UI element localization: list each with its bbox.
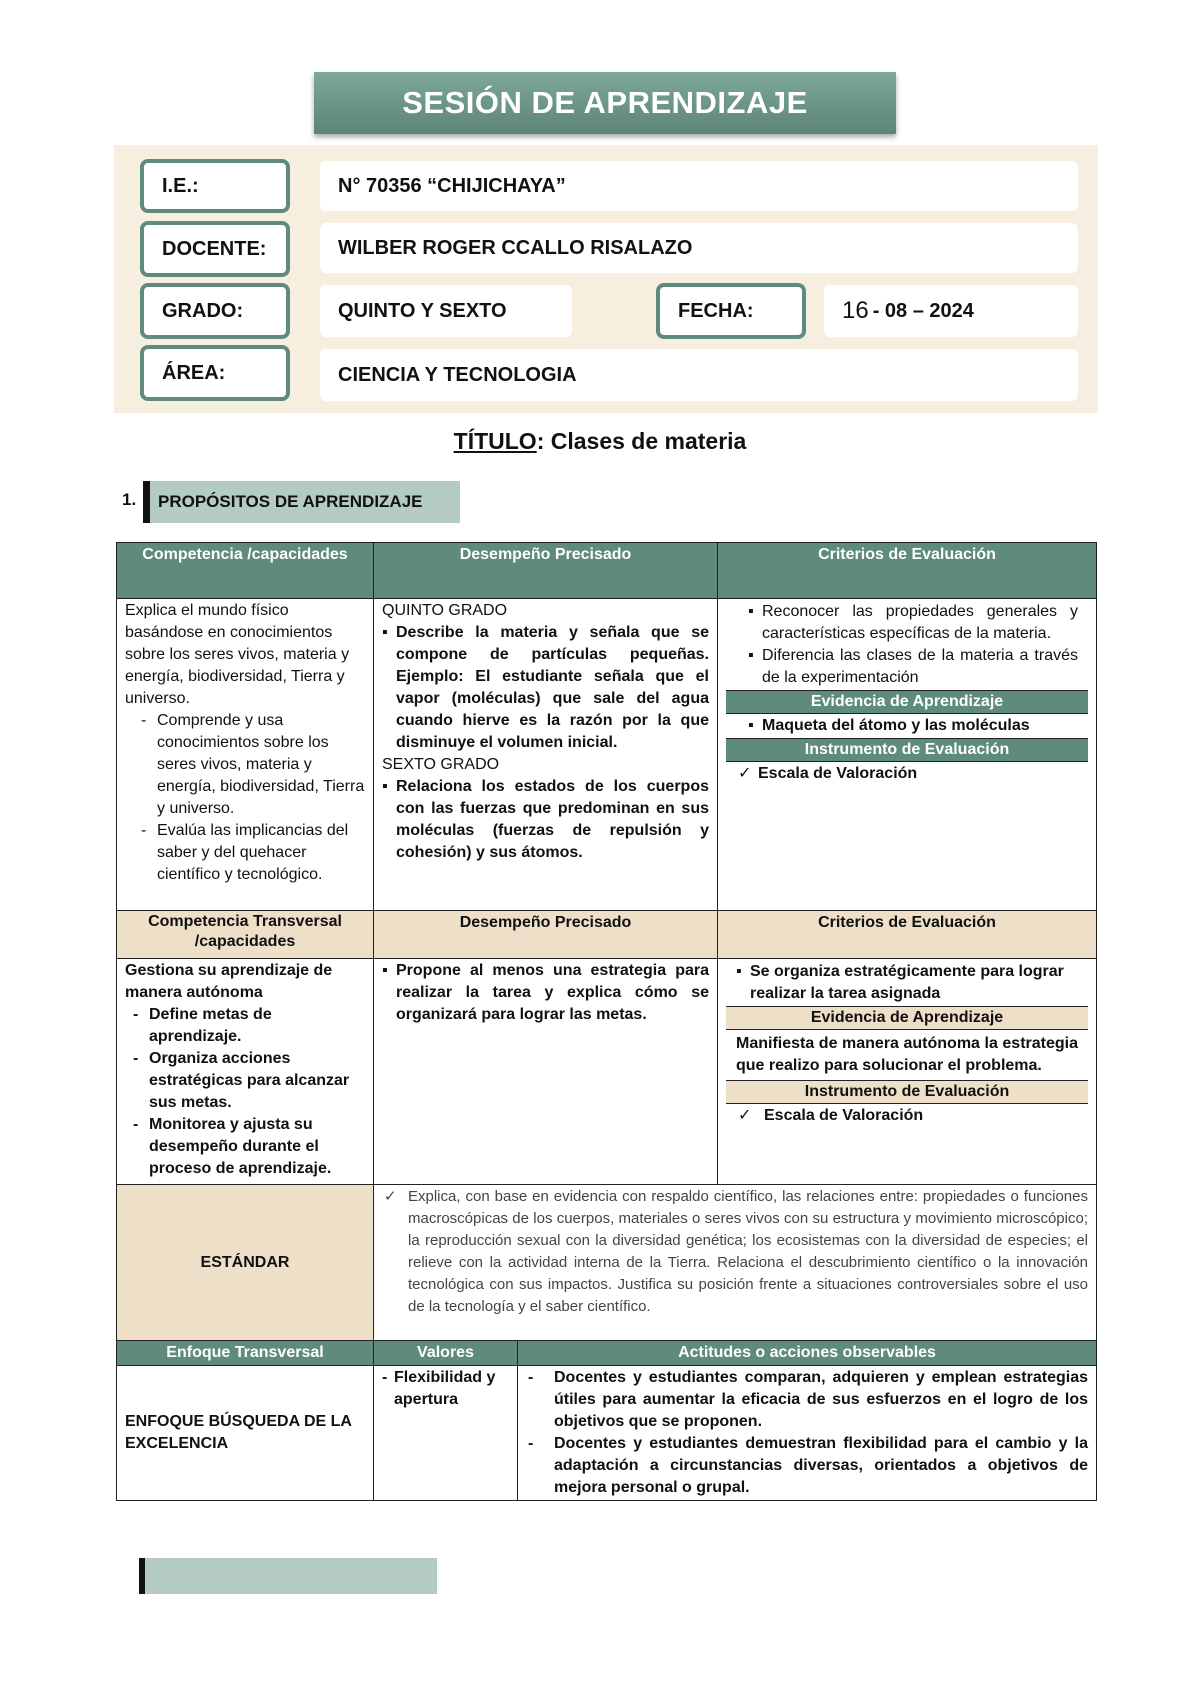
ie-label: I.E.: (140, 159, 290, 213)
instrumento-transversal-heading: Instrumento de Evaluación (726, 1080, 1088, 1104)
criterio-item: ▪ Diferencia las clases de la materia a través de la experimentación (748, 645, 1078, 689)
competencia-transversal-intro: Gestiona su aprendizaje de manera autónoma (125, 962, 333, 1001)
competencia-transversal-cell (117, 959, 374, 1185)
header-competencia-transversal: Competencia Transversal /capacidades (117, 911, 374, 959)
section-marker (143, 481, 150, 523)
header-competencia: Competencia /capacidades (117, 543, 374, 599)
quinto-label: QUINTO GRADO (382, 602, 508, 619)
header-criterios: Criterios de Evaluación (718, 543, 1097, 599)
evidencia-transversal-text: Manifiesta de manera autónoma la estrategia que realizo para solucionar el problema. (736, 1035, 1078, 1074)
header-row-transversal (117, 911, 1097, 959)
header-criterios-transversal: Criterios de Evaluación (718, 911, 1097, 959)
estandar-label: ESTÁNDAR (117, 1185, 374, 1341)
section-label: PROPÓSITOS DE APRENDIZAJE (158, 492, 423, 511)
learning-purposes-table (116, 542, 1097, 1501)
criterios-transversal-cell (718, 959, 1097, 1185)
instrumento-transversal-item: ✓ Escala de Valoración (736, 1105, 1078, 1127)
capacidad-item: - Evalúa las implicancias del saber y del quehacer científico y tecnológico. (141, 820, 365, 886)
enfoque-name: ENFOQUE BÚSQUEDA DE LA EXCELENCIA (117, 1366, 374, 1501)
evidencia-heading: Evidencia de Aprendizaje (726, 690, 1088, 714)
sexto-desempeno: ▪ Relaciona los estados de los cuerpos con las fuerzas que predominan en sus moléculas (fuerzas de repulsión y cohesión) y sus átomos. (382, 776, 709, 864)
header-desempeno-transversal: Desempeño Precisado (374, 911, 718, 959)
actitud-item: - Docentes y estudiantes comparan, adquieren y emplean estrategias útiles para aumentar la eficacia de sus esfuerzos en el logro de los objetivos que se proponen. (528, 1367, 1088, 1433)
row-competencia (117, 599, 1097, 911)
session-banner (314, 72, 896, 134)
sexto-label: SEXTO GRADO (382, 756, 500, 773)
actitud-item: - Docentes y estudiantes demuestran flexibilidad para el cambio y la adaptación a circunstancias diversas, orientados a objetivos de mejora personal o grupal. (528, 1433, 1088, 1499)
instrumento-heading: Instrumento de Evaluación (726, 738, 1088, 762)
fecha-value (824, 285, 1078, 337)
header-row-competencia (117, 543, 1097, 599)
header-enfoque: Enfoque Transversal (117, 1341, 374, 1366)
header-valores: Valores (374, 1341, 518, 1366)
title-text: : Clases de materia (536, 428, 747, 454)
criterios-cell (718, 599, 1097, 911)
page-title (0, 428, 1200, 455)
valores-cell (374, 1366, 518, 1501)
header-actitudes: Actitudes o acciones observables (518, 1341, 1097, 1366)
fecha-label: FECHA: (656, 283, 806, 339)
capacidad-transversal-item: - Organiza acciones estratégicas para alcanzar sus metas. (133, 1048, 365, 1114)
valor-item: - Flexibilidad y apertura (382, 1367, 509, 1411)
header-desempeno: Desempeño Precisado (374, 543, 718, 599)
row-estandar (117, 1185, 1097, 1341)
fecha-month-year: - 08 – 2024 (872, 299, 974, 322)
quinto-desempeno: ▪ Describe la materia y señala que se compone de partículas pequeñas. Ejemplo: El estudiante señala que el vapor (moléculas) que sale del agua cuando hierve es la razón por la que disminuye el volumen inicial. (382, 622, 709, 754)
info-panel (114, 145, 1098, 413)
evidencia-item: ▪ Maqueta del átomo y las moléculas (748, 715, 1078, 737)
capacidad-transversal-item: - Monitorea y ajusta su desempeño durante el proceso de aprendizaje. (133, 1114, 365, 1180)
criterio-transversal-item: ▪ Se organiza estratégicamente para lograr realizar la tarea asignada (736, 961, 1078, 1005)
capacidad-item: - Comprende y usa conocimientos sobre los seres vivos, materia y energía, biodiversidad, Tierra y universo. (141, 710, 365, 820)
desempeno-transversal-item: ▪ Propone al menos una estrategia para realizar la tarea y explica cómo se organizará para lograr las metas. (382, 960, 709, 1026)
evidencia-transversal-heading: Evidencia de Aprendizaje (726, 1006, 1088, 1030)
actitudes-cell (518, 1366, 1097, 1501)
grado-label: GRADO: (140, 283, 290, 339)
instrumento-item: ✓ Escala de Valoración (736, 763, 1078, 785)
ie-value: N° 70356 “CHIJICHAYA” (320, 161, 1078, 211)
criterio-item: ▪ Reconocer las propiedades generales y características específicas de la materia. (748, 601, 1078, 645)
section-heading (150, 481, 460, 523)
docente-value: WILBER ROGER CCALLO RISALAZO (320, 223, 1078, 273)
competencia-intro: Explica el mundo físico basándose en conocimientos sobre los seres vivos, materia y energía, biodiversidad, Tierra y universo. (125, 602, 350, 707)
footer-band (145, 1558, 437, 1594)
capacidad-transversal-item: - Define metas de aprendizaje. (133, 1004, 365, 1048)
desempeno-cell (374, 599, 718, 911)
fecha-day: 16 (842, 297, 869, 324)
grado-value: QUINTO Y SEXTO (320, 285, 572, 337)
session-title: SESIÓN DE APRENDIZAJE (402, 85, 808, 120)
estandar-text: ✓ Explica, con base en evidencia con respaldo científico, las relaciones entre: propiedades o funciones macroscópicas de los cuerpos, materiales o seres vivos con su estructura y movimiento microscópico; la reproducción sexual con la diversidad genética; los ecosistemas con la diversidad de especies; el relieve con la actividad interna de la Tierra. Relaciona el descubrimiento científico o la innovación tecnológica con sus impactos. Justifica su posición frente a situaciones controversiales sobre el uso de la tecnología y el saber científico. (382, 1186, 1088, 1318)
desempeno-transversal-cell (374, 959, 718, 1185)
estandar-cell (374, 1185, 1097, 1341)
area-value: CIENCIA Y TECNOLOGIA (320, 349, 1078, 401)
header-row-enfoque (117, 1341, 1097, 1366)
area-label: ÁREA: (140, 345, 290, 401)
title-label: TÍTULO (453, 428, 537, 454)
row-enfoque (117, 1366, 1097, 1501)
row-competencia-transversal (117, 959, 1097, 1185)
competencia-cell (117, 599, 374, 911)
section-number: 1. (122, 490, 137, 509)
docente-label: DOCENTE: (140, 221, 290, 277)
